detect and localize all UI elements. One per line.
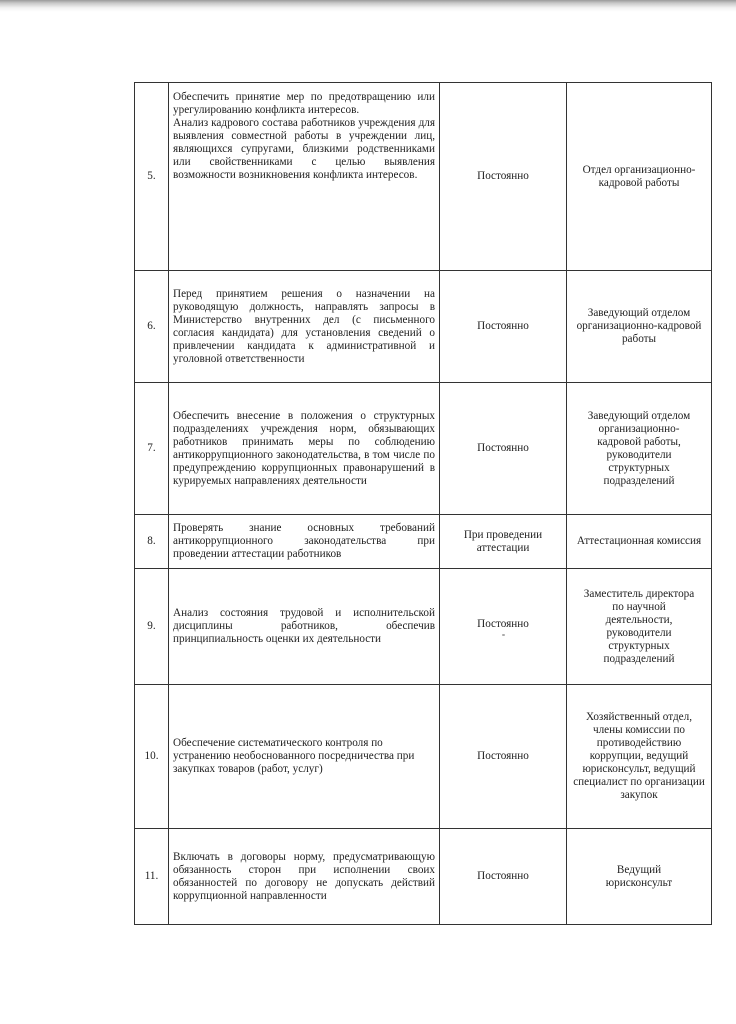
responsible: Хозяйственный отдел, члены комиссии по противодействию коррупции, ведущий юрисконсульт, ведущий специалист по организации закупок — [567, 685, 712, 829]
responsible: Ведущий юрисконсульт — [567, 829, 712, 925]
scan-top-edge — [0, 0, 736, 12]
deadline: Постоянно — [440, 271, 567, 383]
row-number: 7. — [135, 383, 169, 515]
scan-speck — [502, 634, 505, 636]
row-number: 9. — [135, 569, 169, 685]
measure-description: Анализ состояния трудовой и исполнительской дисциплины работников, обеспечив принципиальность оценки их деятельности — [169, 569, 440, 685]
row-number: 5. — [135, 83, 169, 271]
measure-description — [169, 83, 440, 271]
table-row — [135, 515, 712, 569]
measures-table — [134, 82, 712, 925]
measure-description: Обеспечить внесение в положения о структурных подразделениях учреждения норм, обязывающих работников принимать меры по соблюдению антикоррупционного законодательства, в том числе по предупреждению коррупционных правонарушений в курируемых направлениях деятельности — [169, 383, 440, 515]
row-number: 11. — [135, 829, 169, 925]
row-number: 6. — [135, 271, 169, 383]
deadline: Постоянно — [440, 383, 567, 515]
measure-description: Обеспечение систематического контроля по устранению необоснованного посредничества при закупках товаров (работ, услуг) — [169, 685, 440, 829]
deadline: При проведении аттестации — [440, 515, 567, 569]
responsible: Заведующий отделом организационно-кадровой работы — [567, 271, 712, 383]
deadline — [440, 569, 567, 685]
deadline: Постоянно — [440, 829, 567, 925]
table-row — [135, 569, 712, 685]
measure-description: Включать в договоры норму, предусматривающую обязанность сторон при исполнении своих обязанностей по договору не допускать действий коррупционной направленности — [169, 829, 440, 925]
measure-text-part1: Обеспечить принятие мер по предотвращению или урегулированию конфликта интересов. — [173, 91, 435, 116]
responsible: Заведующий отделом организационно-кадровой работы, руководители структурных подразделений — [567, 383, 712, 515]
deadline-text: Постоянно — [477, 617, 529, 630]
row-number: 8. — [135, 515, 169, 569]
table-row — [135, 685, 712, 829]
row-number: 10. — [135, 685, 169, 829]
deadline: Постоянно — [440, 685, 567, 829]
responsible: Отдел организационно-кадровой работы — [567, 83, 712, 271]
measure-description: Перед принятием решения о назначении на руководящую должность, направлять запросы в Министерство внутренних дел (с письменного согласия кандидата) для установления сведений о привлечении кандидата к административной и уголовной ответственности — [169, 271, 440, 383]
table-row — [135, 83, 712, 271]
responsible: Аттестационная комиссия — [567, 515, 712, 569]
table-row — [135, 271, 712, 383]
responsible: Заместитель директора по научной деятельности, руководители структурных подразделений — [567, 569, 712, 685]
measure-text-part2: Анализ кадрового состава работников учреждения для выявления совместной работы в учреждении лиц, являющихся супругами, близкими родственниками или свойственниками с целью выявления возможности возникновения конфликта интересов. — [173, 117, 435, 181]
measure-description: Проверять знание основных требований антикоррупционного законодательства при проведении аттестации работников — [169, 515, 440, 569]
table-row — [135, 383, 712, 515]
deadline: Постоянно — [440, 83, 567, 271]
table-row — [135, 829, 712, 925]
